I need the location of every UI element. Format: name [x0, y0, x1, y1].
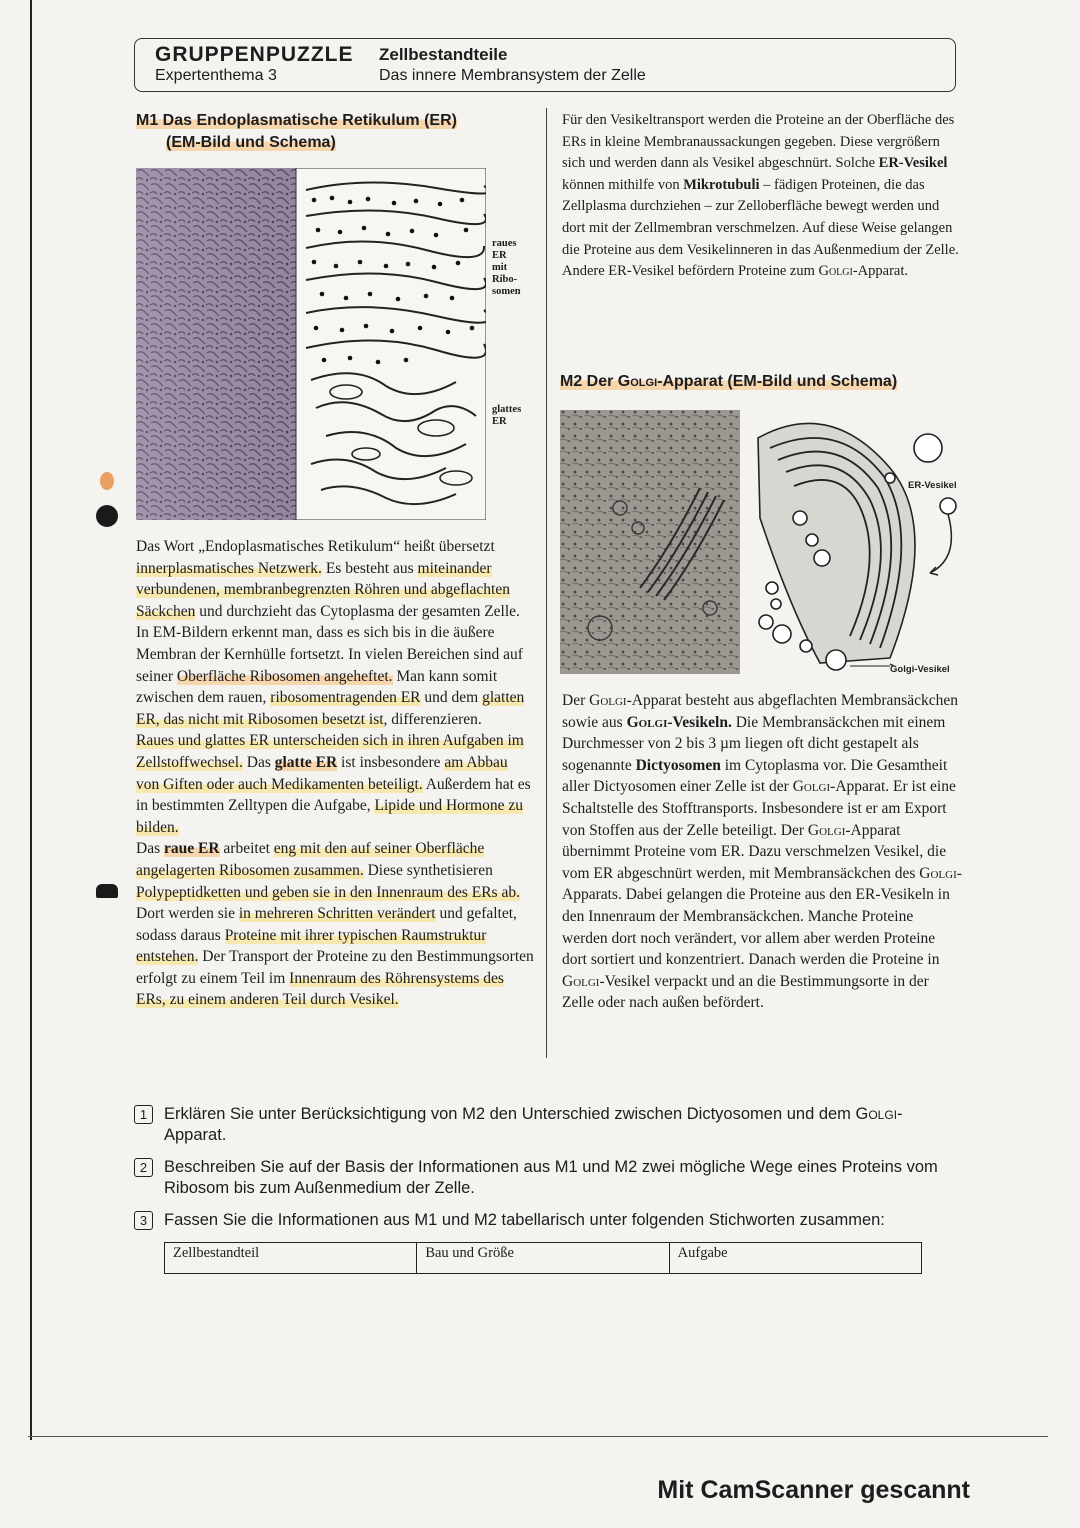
table-header-aufgabe: Aufgabe	[677, 1245, 728, 1261]
m2-text-golgi-vesikeln-a: Golgi	[626, 713, 668, 731]
m1-heading-line2: (EM-Bild und Schema)	[166, 134, 336, 151]
rough-er-label	[492, 238, 521, 298]
rough-er-label-l2: ER mit	[492, 250, 508, 273]
m1-text	[136, 536, 534, 1011]
m2-text	[562, 690, 962, 1014]
vesicle-text-er-vesikel: ER-Vesikel	[878, 155, 948, 172]
smooth-er-label-l1: glattes	[492, 404, 522, 415]
vesicle-transport-text	[562, 110, 960, 283]
m1-text-s16: am Abbau von Giften oder auch Medikamenten beteiligt.	[136, 753, 508, 793]
punch-hole-mid	[96, 505, 118, 527]
table-header-bau-und-groesse: Bau und Größe	[417, 1243, 669, 1273]
m2-heading-pre: M2 Der	[560, 373, 618, 390]
m1-text-s13: Das	[242, 753, 275, 771]
m1-text-s1: Das Wort „Endoplasmatisches Retikulum“ heißt übersetzt	[136, 538, 495, 555]
golgi-figure	[560, 408, 960, 678]
table-header-zellbestandteil: Zellbestandteil	[165, 1243, 417, 1273]
m1-text-s12: Raues und glattes ER unterscheiden sich in ihren Aufgaben im Zellstoffwechsel.	[136, 732, 524, 771]
m1-text-s24: Polypeptidketten und geben sie in den Innenraum des ERs ab.	[136, 883, 520, 901]
m1-paragraph-1	[136, 536, 534, 730]
smooth-er-label	[492, 404, 521, 428]
worksheet-header	[134, 38, 956, 92]
scanner-watermark: Mit CamScanner gescannt	[657, 1476, 970, 1504]
rough-er-label-l3: Ribo-	[492, 274, 518, 285]
m2-text-dictyosomen: Dictyosomen	[635, 756, 721, 774]
header-expert-topic: Expertenthema 3	[155, 67, 277, 84]
m1-text-s3: Es besteht aus	[321, 559, 418, 577]
m1-text-s17: Außerdem hat es in bestimmten Zelltypen die Aufgabe,	[136, 775, 531, 815]
m2-heading-golgi: Golgi	[617, 373, 658, 390]
m2-text-golgi5: Golgi	[562, 972, 600, 990]
rough-er-label-l1: raues	[492, 238, 517, 249]
task-3-text: Fassen Sie die Informationen aus M1 und M2 tabellarisch unter folgenden Stichworten zusammen:	[164, 1211, 885, 1229]
m1-text-s19: Das	[136, 840, 164, 858]
column-divider	[546, 108, 547, 1058]
vesicle-text-3: – fädigen Proteinen, die das Zellplasma durchziehen – zur Zelloberfläche bewegt werden und dort mit der Zellmembran verschmelzen. Auf diese Weise gelangen die Proteine aus dem Vesikelinneren in das Außenmedium der Zelle. Andere ER-Vesikel befördern Proteine zum	[562, 176, 959, 280]
m1-text-s26: in mehreren Schritten verändert	[238, 905, 436, 923]
task-number-2: 2	[134, 1158, 153, 1177]
task-1-text-a: Erklären Sie unter Berücksichtigung von M2 den Unterschied zwischen Dictyosomen und dem	[164, 1105, 856, 1123]
task-3	[134, 1210, 964, 1231]
er-figure	[136, 168, 522, 520]
m2-text-t8: -Vesikel verpackt und an die Bestimmungsorte in der Zelle oder nach außen befördert.	[562, 972, 929, 1012]
m1-text-s25: Dort werden sie	[136, 905, 239, 923]
vesicle-text-2: können mithilfe von	[562, 176, 684, 193]
m2-text-golgi4: Golgi	[919, 864, 957, 882]
m1-text-s14: glatte ER	[274, 753, 338, 771]
m1-text-s6: Oberfläche Ribosomen angeheftet.	[176, 667, 393, 685]
golgi-vesikel-label: Golgi-Vesikel	[890, 664, 950, 675]
task-2	[134, 1157, 964, 1199]
task-1-golgi: Golgi	[855, 1105, 898, 1123]
task-2-text: Beschreiben Sie auf der Basis der Informationen aus M1 und M2 zwei mögliche Wege eines Proteins vom Ribosom bis zum Außenmedium der Zelle.	[164, 1158, 938, 1197]
m1-text-s8: ribosomentragenden ER	[270, 689, 421, 707]
m1-text-s27: und gefaltet, sodass daraus	[136, 905, 517, 944]
m2-heading-post: -Apparat (EM-Bild und Schema)	[657, 373, 898, 390]
m1-text-s29: Der Transport der Proteine zu den Bestimmungsorten erfolgt zu einem Teil im	[136, 948, 534, 987]
task-1	[134, 1104, 964, 1146]
m1-text-s22: eng mit den auf seiner Oberfläche angelagerten Ribosomen zusammen.	[136, 840, 485, 879]
punch-hole-low	[96, 884, 118, 898]
vesicle-text-1: Für den Vesikeltransport werden die Proteine an der Oberfläche des ERs in kleine Membranaussackungen gegeben. Diese vergrößern sich und werden dann als Vesikel abgeschnürt. Solche	[562, 112, 955, 172]
header-topic: Zellbestandteile	[379, 45, 508, 64]
m1-text-s5: und durchzieht das Cytoplasma der gesamten Zelle. In EM-Bildern erkennt man, dass es sich bis in die äußere Membran der Kernhülle fortsetzt. In vielen Bereichen sind auf seiner	[136, 602, 523, 685]
m2-text-t6: -Apparat übernimmt Proteine vom ER. Dazu verschmelzen Vesikel, die vom ER abgeschnürt werden, mit Membransäckchen des	[562, 821, 947, 882]
m1-text-s28: Proteine mit ihrer typischen Raumstruktur entstehen.	[136, 926, 487, 966]
m1-paragraph-3	[136, 838, 534, 1011]
m2-text-golgi-vesikeln-b: -Vesikeln.	[667, 713, 732, 731]
m2-text-t5: -Apparat. Er ist eine Schaltstelle des Stofftransports. Insbesondere ist er am Export von Stoffen aus der Zelle beteiligt. Der	[562, 778, 956, 839]
m1-heading	[136, 110, 536, 154]
golgi-em-image-and-schema	[560, 408, 960, 678]
task-number-3: 3	[134, 1211, 153, 1230]
task-number-1: 1	[134, 1105, 153, 1124]
m1-text-s10: glatten ER, das nicht mit Ribosomen besetzt ist	[136, 689, 525, 728]
m1-text-s4: miteinander verbundenen, membranbegrenzten Röhren und abgeflachten Säckchen	[136, 559, 510, 620]
m1-text-s2: innerplasmatisches Netzwerk.	[136, 559, 322, 577]
er-em-image-and-schema	[136, 168, 486, 520]
m2-text-t4: im Cytoplasma vor. Die Gesamtheit aller Dictyosomen einer Zelle ist der	[562, 756, 948, 796]
vesicle-text-golgi: Golgi	[818, 263, 853, 280]
punch-hole-top	[100, 472, 114, 490]
m1-text-s18: Lipide und Hormone zu bilden.	[136, 797, 523, 836]
bottom-rule	[28, 1436, 1048, 1437]
rough-er-label-l4: somen	[492, 286, 521, 297]
m2-text-t2: -Apparat besteht aus abgeflachten Membransäckchen sowie aus	[562, 692, 958, 731]
m1-text-s30: Innenraum des Röhrensystems des ERs, zu einem anderen Teil durch Vesikel.	[136, 969, 504, 1009]
m1-text-s21: arbeitet	[219, 840, 274, 858]
er-vesikel-label: ER-Vesikel	[908, 480, 957, 491]
m1-heading-line1: M1 Das Endoplasmatische Retikulum (ER)	[136, 112, 457, 129]
vesicle-text-4: -Apparat.	[852, 263, 908, 280]
m2-text-golgi2: Golgi	[792, 778, 831, 796]
m1-paragraph-2	[136, 730, 534, 838]
summary-table-header	[164, 1242, 922, 1274]
m2-text-t3: Die Membransäckchen mit einem Durchmesser von 2 bis 3 µm liegen oft dicht gestapelt als sogenannte	[562, 713, 946, 774]
smooth-er-label-l2: ER	[492, 416, 507, 427]
m1-text-s20: raue ER	[163, 840, 220, 858]
m2-text-t7: -Apparats. Dabei gelangen die Proteine aus den ER-Vesikeln in den Innenraum der Membransäckchen. Manche Proteine werden dort noch verändert, vor allem aber werden Proteine dort sortiert und konzentriert. Danach werden die Proteine in	[562, 864, 962, 969]
m1-text-s23: Diese synthetisieren	[363, 861, 493, 879]
m1-text-s15: ist insbesondere	[337, 753, 445, 771]
header-subtitle: Das innere Membransystem der Zelle	[379, 67, 646, 84]
vesicle-text-mikrotubuli: Mikrotubuli	[683, 176, 760, 193]
task-1-text-b: -Apparat.	[164, 1105, 903, 1144]
m1-text-s9: und dem	[420, 689, 483, 707]
binder-rule	[30, 0, 32, 1440]
m2-text-t1: Der	[562, 692, 590, 709]
m1-text-s7: Man kann somit zwischen dem rauen,	[136, 667, 498, 707]
header-kicker: GRUPPENPUZZLE	[155, 43, 354, 66]
m2-text-golgi3: Golgi	[807, 821, 846, 839]
task-list	[134, 1104, 964, 1242]
m1-text-s11: , differenzieren.	[383, 710, 482, 728]
m2-heading	[560, 371, 960, 393]
m2-text-golgi1: Golgi	[589, 692, 627, 709]
